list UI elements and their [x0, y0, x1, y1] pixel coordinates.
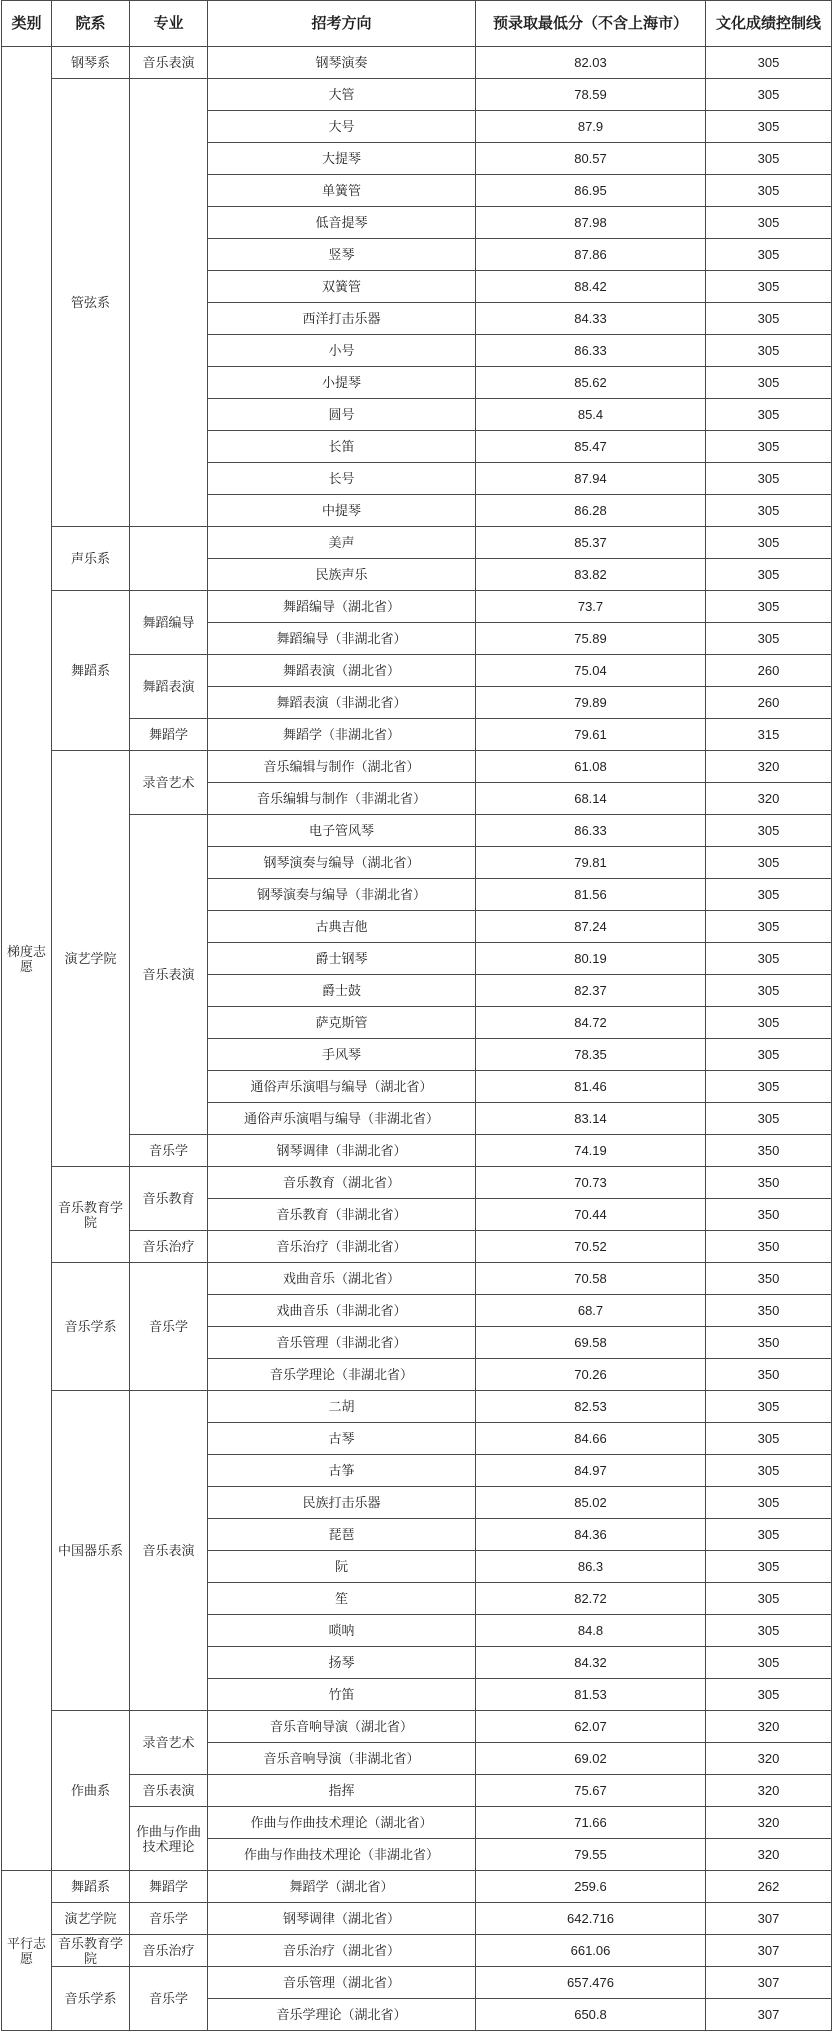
direction-cell: 琵琶: [208, 1519, 476, 1551]
direction-cell: 戏曲音乐（非湖北省）: [208, 1295, 476, 1327]
min-score-cell: 84.72: [476, 1007, 706, 1039]
culture-line-cell: 305: [706, 431, 832, 463]
department-cell: 音乐学系: [52, 1263, 130, 1391]
header-department: 院系: [52, 1, 130, 47]
culture-line-cell: 305: [706, 1423, 832, 1455]
min-score-cell: 85.37: [476, 527, 706, 559]
direction-cell: 竹笛: [208, 1679, 476, 1711]
culture-line-cell: 305: [706, 1391, 832, 1423]
culture-line-cell: 305: [706, 879, 832, 911]
culture-line-cell: 320: [706, 1839, 832, 1871]
header-culture-line: 文化成绩控制线: [706, 1, 832, 47]
min-score-cell: 70.52: [476, 1231, 706, 1263]
min-score-cell: 62.07: [476, 1711, 706, 1743]
culture-line-cell: 305: [706, 207, 832, 239]
table-row: [2, 1263, 832, 1295]
major-cell: 音乐表演: [130, 1775, 208, 1807]
table-row: [2, 1711, 832, 1743]
direction-cell: 萨克斯管: [208, 1007, 476, 1039]
direction-cell: 音乐教育（非湖北省）: [208, 1199, 476, 1231]
major-cell: 音乐治疗: [130, 1231, 208, 1263]
direction-cell: 钢琴调律（非湖北省）: [208, 1135, 476, 1167]
table-row: [2, 1871, 832, 1903]
direction-cell: 钢琴演奏: [208, 47, 476, 79]
major-cell: 舞蹈编导: [130, 591, 208, 655]
culture-line-cell: 305: [706, 303, 832, 335]
table-row: [2, 1967, 832, 1999]
min-score-cell: 61.08: [476, 751, 706, 783]
culture-line-cell: 350: [706, 1263, 832, 1295]
direction-cell: 电子管风琴: [208, 815, 476, 847]
culture-line-cell: 305: [706, 1519, 832, 1551]
culture-line-cell: 320: [706, 1711, 832, 1743]
min-score-cell: 85.62: [476, 367, 706, 399]
direction-cell: 作曲与作曲技术理论（湖北省）: [208, 1807, 476, 1839]
min-score-cell: 87.86: [476, 239, 706, 271]
table-row: [2, 1167, 832, 1199]
min-score-cell: 75.04: [476, 655, 706, 687]
table-row: [2, 1391, 832, 1423]
culture-line-cell: 305: [706, 399, 832, 431]
department-cell: 声乐系: [52, 527, 130, 591]
department-cell: 作曲系: [52, 1711, 130, 1871]
direction-cell: 大提琴: [208, 143, 476, 175]
direction-cell: 竖琴: [208, 239, 476, 271]
min-score-cell: 78.59: [476, 79, 706, 111]
department-cell: 音乐教育学院: [52, 1935, 130, 1967]
culture-line-cell: 350: [706, 1327, 832, 1359]
department-cell: 音乐教育学院: [52, 1167, 130, 1263]
min-score-cell: 87.94: [476, 463, 706, 495]
min-score-cell: 259.6: [476, 1871, 706, 1903]
major-cell: 舞蹈学: [130, 1871, 208, 1903]
direction-cell: 美声: [208, 527, 476, 559]
department-cell: 舞蹈系: [52, 591, 130, 751]
major-cell: 音乐学: [130, 1263, 208, 1391]
major-cell: 作曲与作曲技术理论: [130, 1807, 208, 1871]
table-row: [2, 47, 832, 79]
min-score-cell: 87.9: [476, 111, 706, 143]
min-score-cell: 68.14: [476, 783, 706, 815]
min-score-cell: 84.36: [476, 1519, 706, 1551]
direction-cell: 舞蹈编导（非湖北省）: [208, 623, 476, 655]
direction-cell: 手风琴: [208, 1039, 476, 1071]
min-score-cell: 79.61: [476, 719, 706, 751]
culture-line-cell: 305: [706, 527, 832, 559]
major-cell: 录音艺术: [130, 751, 208, 815]
direction-cell: 低音提琴: [208, 207, 476, 239]
min-score-cell: 85.02: [476, 1487, 706, 1519]
culture-line-cell: 320: [706, 1807, 832, 1839]
culture-line-cell: 305: [706, 1615, 832, 1647]
direction-cell: 长笛: [208, 431, 476, 463]
table-row: [2, 1935, 832, 1967]
direction-cell: 单簧管: [208, 175, 476, 207]
direction-cell: 二胡: [208, 1391, 476, 1423]
direction-cell: 舞蹈学（非湖北省）: [208, 719, 476, 751]
min-score-cell: 86.28: [476, 495, 706, 527]
culture-line-cell: 305: [706, 1647, 832, 1679]
table-row: [2, 1903, 832, 1935]
direction-cell: 阮: [208, 1551, 476, 1583]
min-score-cell: 84.97: [476, 1455, 706, 1487]
min-score-cell: 68.7: [476, 1295, 706, 1327]
department-cell: 舞蹈系: [52, 1871, 130, 1903]
min-score-cell: 87.24: [476, 911, 706, 943]
culture-line-cell: 305: [706, 1487, 832, 1519]
min-score-cell: 82.53: [476, 1391, 706, 1423]
direction-cell: 中提琴: [208, 495, 476, 527]
min-score-cell: 75.89: [476, 623, 706, 655]
direction-cell: 钢琴演奏与编导（湖北省）: [208, 847, 476, 879]
direction-cell: 音乐治疗（湖北省）: [208, 1935, 476, 1967]
min-score-cell: 79.55: [476, 1839, 706, 1871]
table-row: [2, 527, 832, 559]
major-cell: 音乐学: [130, 1967, 208, 2031]
min-score-cell: 70.44: [476, 1199, 706, 1231]
min-score-cell: 85.47: [476, 431, 706, 463]
min-score-cell: 69.58: [476, 1327, 706, 1359]
major-cell: 音乐治疗: [130, 1935, 208, 1967]
min-score-cell: 81.56: [476, 879, 706, 911]
direction-cell: 通俗声乐演唱与编导（非湖北省）: [208, 1103, 476, 1135]
min-score-cell: 83.14: [476, 1103, 706, 1135]
min-score-cell: 82.72: [476, 1583, 706, 1615]
direction-cell: 通俗声乐演唱与编导（湖北省）: [208, 1071, 476, 1103]
department-cell: 音乐学系: [52, 1967, 130, 2031]
direction-cell: 长号: [208, 463, 476, 495]
min-score-cell: 642.716: [476, 1903, 706, 1935]
min-score-cell: 70.58: [476, 1263, 706, 1295]
direction-cell: 舞蹈学（湖北省）: [208, 1871, 476, 1903]
culture-line-cell: 305: [706, 175, 832, 207]
culture-line-cell: 305: [706, 111, 832, 143]
culture-line-cell: 305: [706, 975, 832, 1007]
min-score-cell: 70.26: [476, 1359, 706, 1391]
category-cell: 梯度志愿: [2, 47, 52, 1871]
direction-cell: 音乐学理论（湖北省）: [208, 1999, 476, 2031]
direction-cell: 音乐管理（非湖北省）: [208, 1327, 476, 1359]
culture-line-cell: 305: [706, 943, 832, 975]
culture-line-cell: 305: [706, 815, 832, 847]
culture-line-cell: 320: [706, 1743, 832, 1775]
direction-cell: 钢琴演奏与编导（非湖北省）: [208, 879, 476, 911]
min-score-cell: 80.57: [476, 143, 706, 175]
culture-line-cell: 307: [706, 1967, 832, 1999]
major-cell: [130, 79, 208, 527]
culture-line-cell: 305: [706, 847, 832, 879]
min-score-cell: 69.02: [476, 1743, 706, 1775]
major-cell: 舞蹈表演: [130, 655, 208, 719]
direction-cell: 唢呐: [208, 1615, 476, 1647]
min-score-cell: 81.46: [476, 1071, 706, 1103]
culture-line-cell: 305: [706, 1679, 832, 1711]
major-cell: 音乐表演: [130, 815, 208, 1135]
direction-cell: 舞蹈表演（湖北省）: [208, 655, 476, 687]
major-cell: [130, 527, 208, 591]
department-cell: 钢琴系: [52, 47, 130, 79]
direction-cell: 小提琴: [208, 367, 476, 399]
table-body: [2, 47, 832, 2031]
culture-line-cell: 305: [706, 495, 832, 527]
direction-cell: 民族打击乐器: [208, 1487, 476, 1519]
direction-cell: 音乐治疗（非湖北省）: [208, 1231, 476, 1263]
culture-line-cell: 305: [706, 1071, 832, 1103]
min-score-cell: 661.06: [476, 1935, 706, 1967]
category-cell: 平行志愿: [2, 1871, 52, 2031]
department-cell: 演艺学院: [52, 751, 130, 1167]
min-score-cell: 75.67: [476, 1775, 706, 1807]
header-row: [2, 1, 832, 47]
min-score-cell: 83.82: [476, 559, 706, 591]
culture-line-cell: 305: [706, 463, 832, 495]
direction-cell: 爵士钢琴: [208, 943, 476, 975]
culture-line-cell: 305: [706, 335, 832, 367]
culture-line-cell: 350: [706, 1231, 832, 1263]
direction-cell: 民族声乐: [208, 559, 476, 591]
department-cell: 中国器乐系: [52, 1391, 130, 1711]
direction-cell: 音乐音响导演（非湖北省）: [208, 1743, 476, 1775]
min-score-cell: 657.476: [476, 1967, 706, 1999]
min-score-cell: 84.32: [476, 1647, 706, 1679]
direction-cell: 大号: [208, 111, 476, 143]
min-score-cell: 82.37: [476, 975, 706, 1007]
culture-line-cell: 305: [706, 1039, 832, 1071]
min-score-cell: 84.33: [476, 303, 706, 335]
min-score-cell: 70.73: [476, 1167, 706, 1199]
direction-cell: 作曲与作曲技术理论（非湖北省）: [208, 1839, 476, 1871]
culture-line-cell: 305: [706, 623, 832, 655]
min-score-cell: 78.35: [476, 1039, 706, 1071]
min-score-cell: 88.42: [476, 271, 706, 303]
culture-line-cell: 305: [706, 1007, 832, 1039]
culture-line-cell: 350: [706, 1199, 832, 1231]
direction-cell: 舞蹈编导（湖北省）: [208, 591, 476, 623]
direction-cell: 音乐音响导演（湖北省）: [208, 1711, 476, 1743]
min-score-cell: 86.3: [476, 1551, 706, 1583]
major-cell: 舞蹈学: [130, 719, 208, 751]
culture-line-cell: 350: [706, 1295, 832, 1327]
direction-cell: 音乐教育（湖北省）: [208, 1167, 476, 1199]
min-score-cell: 73.7: [476, 591, 706, 623]
min-score-cell: 86.33: [476, 335, 706, 367]
culture-line-cell: 320: [706, 783, 832, 815]
culture-line-cell: 305: [706, 1455, 832, 1487]
min-score-cell: 86.33: [476, 815, 706, 847]
direction-cell: 大管: [208, 79, 476, 111]
min-score-cell: 84.8: [476, 1615, 706, 1647]
header-major: 专业: [130, 1, 208, 47]
direction-cell: 古典吉他: [208, 911, 476, 943]
culture-line-cell: 305: [706, 239, 832, 271]
direction-cell: 双簧管: [208, 271, 476, 303]
culture-line-cell: 350: [706, 1167, 832, 1199]
min-score-cell: 80.19: [476, 943, 706, 975]
min-score-cell: 85.4: [476, 399, 706, 431]
table-row: [2, 591, 832, 623]
culture-line-cell: 320: [706, 1775, 832, 1807]
culture-line-cell: 305: [706, 1103, 832, 1135]
culture-line-cell: 305: [706, 591, 832, 623]
culture-line-cell: 305: [706, 367, 832, 399]
culture-line-cell: 260: [706, 687, 832, 719]
culture-line-cell: 315: [706, 719, 832, 751]
culture-line-cell: 305: [706, 79, 832, 111]
min-score-cell: 79.89: [476, 687, 706, 719]
direction-cell: 舞蹈表演（非湖北省）: [208, 687, 476, 719]
table-row: [2, 751, 832, 783]
direction-cell: 圆号: [208, 399, 476, 431]
min-score-cell: 650.8: [476, 1999, 706, 2031]
department-cell: 演艺学院: [52, 1903, 130, 1935]
direction-cell: 音乐编辑与制作（湖北省）: [208, 751, 476, 783]
min-score-cell: 87.98: [476, 207, 706, 239]
direction-cell: 音乐学理论（非湖北省）: [208, 1359, 476, 1391]
culture-line-cell: 307: [706, 1935, 832, 1967]
direction-cell: 古琴: [208, 1423, 476, 1455]
culture-line-cell: 305: [706, 911, 832, 943]
culture-line-cell: 305: [706, 559, 832, 591]
culture-line-cell: 350: [706, 1359, 832, 1391]
direction-cell: 小号: [208, 335, 476, 367]
major-cell: 录音艺术: [130, 1711, 208, 1775]
culture-line-cell: 307: [706, 1999, 832, 2031]
major-cell: 音乐学: [130, 1135, 208, 1167]
major-cell: 音乐表演: [130, 1391, 208, 1711]
major-cell: 音乐学: [130, 1903, 208, 1935]
major-cell: 音乐表演: [130, 47, 208, 79]
direction-cell: 音乐编辑与制作（非湖北省）: [208, 783, 476, 815]
min-score-cell: 74.19: [476, 1135, 706, 1167]
min-score-cell: 84.66: [476, 1423, 706, 1455]
direction-cell: 音乐管理（湖北省）: [208, 1967, 476, 1999]
admission-score-table: [1, 0, 832, 2031]
culture-line-cell: 305: [706, 1583, 832, 1615]
culture-line-cell: 305: [706, 143, 832, 175]
direction-cell: 西洋打击乐器: [208, 303, 476, 335]
min-score-cell: 86.95: [476, 175, 706, 207]
culture-line-cell: 260: [706, 655, 832, 687]
culture-line-cell: 262: [706, 1871, 832, 1903]
direction-cell: 笙: [208, 1583, 476, 1615]
culture-line-cell: 320: [706, 751, 832, 783]
min-score-cell: 82.03: [476, 47, 706, 79]
major-cell: 音乐教育: [130, 1167, 208, 1231]
culture-line-cell: 350: [706, 1135, 832, 1167]
culture-line-cell: 305: [706, 47, 832, 79]
direction-cell: 古筝: [208, 1455, 476, 1487]
min-score-cell: 79.81: [476, 847, 706, 879]
direction-cell: 钢琴调律（湖北省）: [208, 1903, 476, 1935]
direction-cell: 戏曲音乐（湖北省）: [208, 1263, 476, 1295]
culture-line-cell: 307: [706, 1903, 832, 1935]
direction-cell: 指挥: [208, 1775, 476, 1807]
table-row: [2, 79, 832, 111]
min-score-cell: 71.66: [476, 1807, 706, 1839]
direction-cell: 扬琴: [208, 1647, 476, 1679]
direction-cell: 爵士鼓: [208, 975, 476, 1007]
header-direction: 招考方向: [208, 1, 476, 47]
header-category: 类别: [2, 1, 52, 47]
min-score-cell: 81.53: [476, 1679, 706, 1711]
header-min-score: 预录取最低分（不含上海市）: [476, 1, 706, 47]
culture-line-cell: 305: [706, 271, 832, 303]
department-cell: 管弦系: [52, 79, 130, 527]
culture-line-cell: 305: [706, 1551, 832, 1583]
